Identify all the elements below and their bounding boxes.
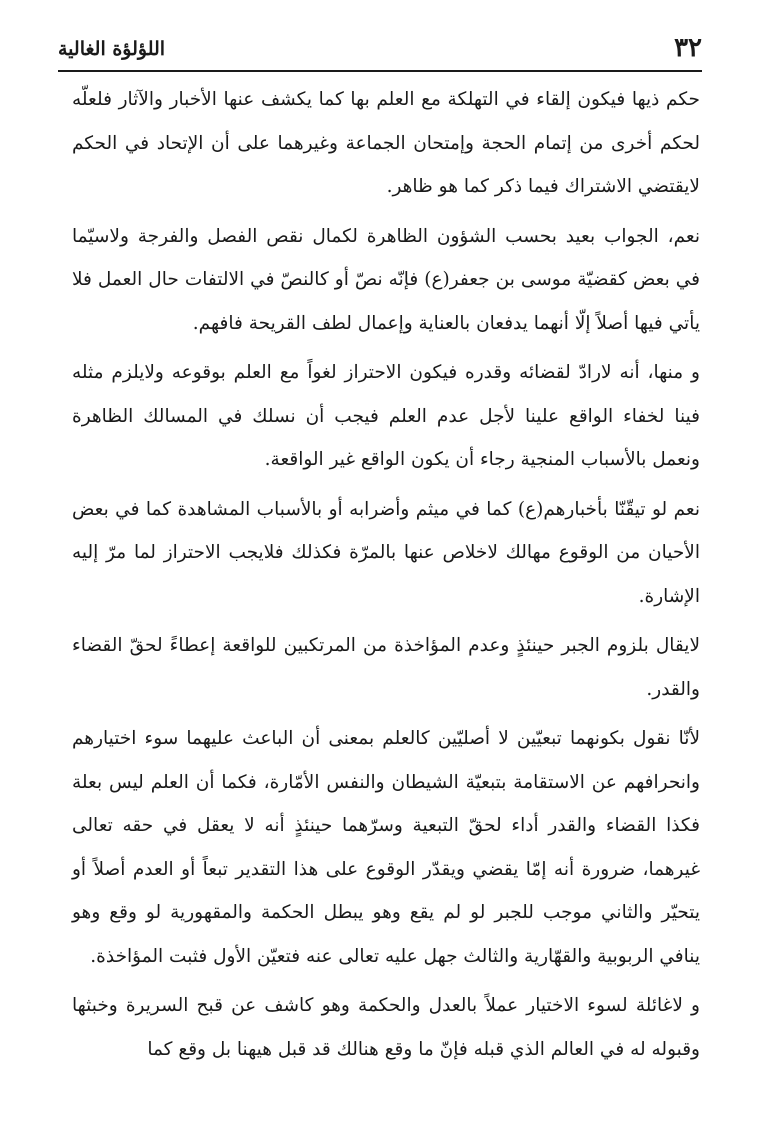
paragraph: حكم ذيها فيكون إلقاء في التهلكة مع العلم بها كما يكشف عنها الأخبار والآثار فلعلّه لحكم أخرى من إتمام الحجة وإمتحان الجماعة وغيرهما على أن الإتحاد في الحكم لايقتضي الاشتراك فيما ذكر كما هو ظاهر. [72, 89, 700, 197]
paragraph: لايقال بلزوم الجبر حينئذٍ وعدم المؤاخذة من المرتكبين للواقعة إعطاءً لحقّ القضاء والقدر. [72, 635, 700, 700]
paragraph: لأنّا نقول بكونهما تبعيّين لا أصليّين كالعلم بمعنى أن الباعث عليهما سوء اختيارهم وانحرافهم عن الاستقامة بتبعيّة الشيطان والنفس الأمّارة، فكما أن العلم ليس بعلة فكذا القضاء والقدر أداء لحقّ التبعية وسرّهما حينئذٍ أنه لا يعقل في حقه تعالى غيرهما، ضرورة أنه إمّا يقضي ويقدّر الوقوع على هذا التقدير تبعاً أو العدم أصلاً أو يتحيّر والثاني موجب للجبر لو لم يقع وهو يبطل الحكمة والمقهورية لو وقع وهو ينافي الربوبية والقهّارية والثالث جهل عليه تعالى عنه فتعيّن الأول فثبت المؤاخذة. [72, 728, 700, 967]
running-title: اللؤلؤة الغالية [58, 38, 166, 60]
paragraph: نعم، الجواب بعيد بحسب الشؤون الظاهرة لكمال نقص الفصل والفرجة ولاسيّما في بعض كقضيّة موسى بن جعفر(ع) فإنّه نصّ أو كالنصّ في الالتفات حال العمل فلا يأتي فيها أصلاً إلّا أنهما يدفعان بالعناية وإعمال لطف القريحة فافهم. [72, 225, 700, 334]
page-header [58, 30, 702, 70]
paragraph: و لاغائلة لسوء الاختيار عملاً بالعدل والحكمة وهو كاشف عن قبح السريرة وخبثها وقبوله له في العالم الذي قبله فإنّ ما وقع هنالك قد قبل هيهنا بل وقع كما [72, 995, 700, 1060]
paragraph: نعم لو تيقّنّا بأخبارهم(ع) كما في ميثم وأضرابه أو بالأسباب المشاهدة كما في بعض الأحيان من الوقوع مهالك لاخلاص عنها بالمرّة فكذلك فلايجب الاحتراز لما مرّ إليه الإشارة. [72, 498, 700, 607]
header-divider [58, 70, 702, 72]
page-number: ٣٢ [674, 33, 702, 63]
paragraph: و منها، أنه لارادّ لقضائه وقدره فيكون الاحتراز لغواً مع العلم بوقوعه ولايلزم مثله فينا لخفاء الواقع علينا لأجل عدم العلم فيجب أن نسلك في المسالك الظاهرة ونعمل بالأسباب المنجية رجاء أن يكون الواقع غير الواقعة. [72, 362, 700, 470]
body-text [72, 78, 700, 1077]
